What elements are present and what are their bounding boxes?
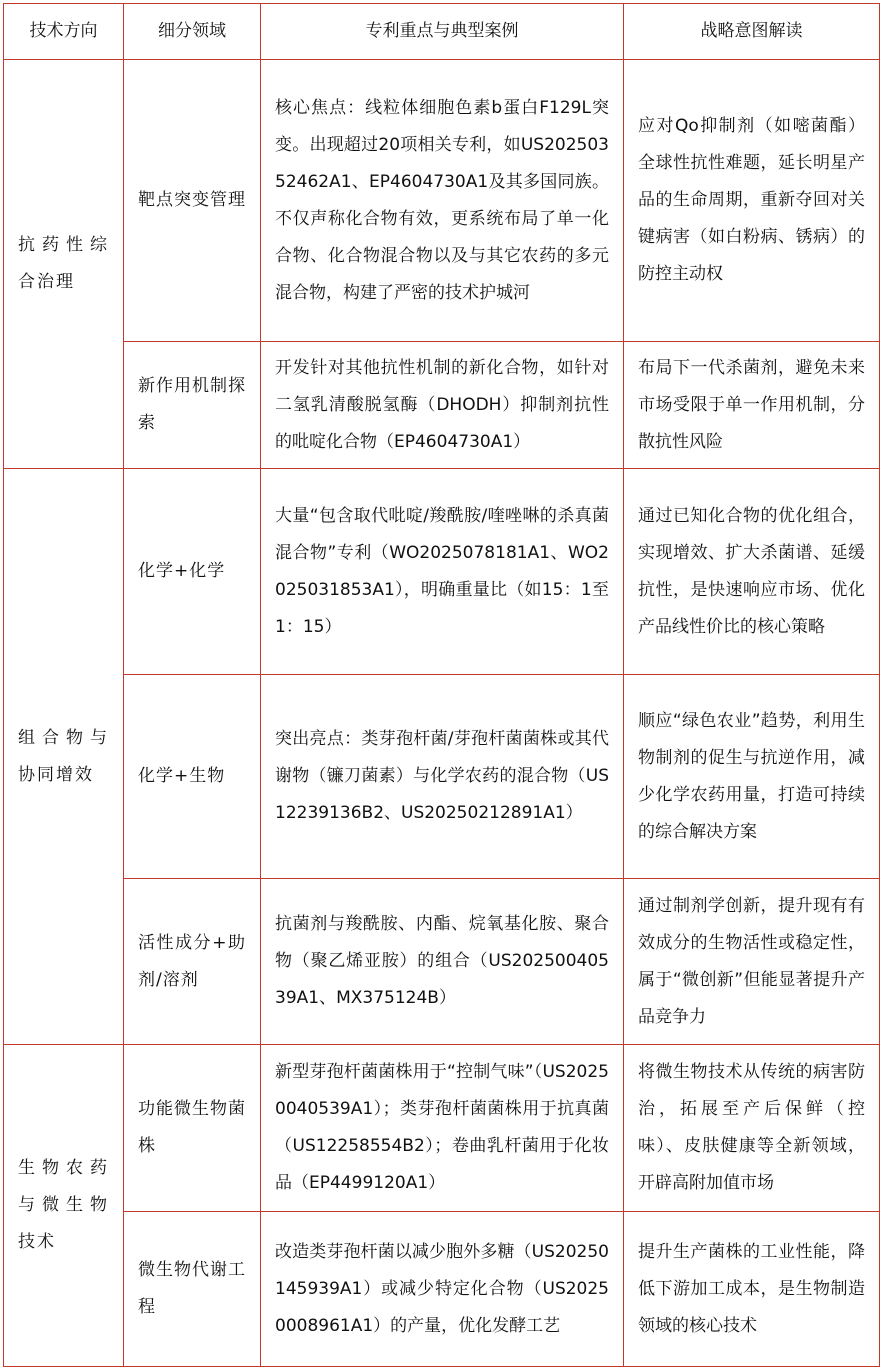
cases-cell: 抗菌剂与羧酰胺、内酯、烷氧基化胺、聚合物（聚乙烯亚胺）的组合（US20250040539A1、MX375124B）: [261, 879, 624, 1045]
intent-cell: 通过已知化合物的优化组合，实现增效、扩大杀菌谱、延缓抗性，是快速响应市场、优化产品线性价比的核心策略: [624, 469, 880, 675]
table-row: [4, 879, 880, 1045]
cases-cell: 大量“包含取代吡啶/羧酰胺/喹唑啉的杀真菌混合物”专利（WO2025078181A1、WO2025031853A1），明确重量比（如15：1至1：15）: [261, 469, 624, 675]
subfield-cell: 功能微生物菌株: [124, 1045, 261, 1212]
header-intent: 战略意图解读: [624, 4, 880, 60]
direction-cell: 生物农药与微生物技术: [4, 1045, 124, 1367]
subfield-cell: 靶点突变管理: [124, 60, 261, 342]
table-row: [4, 60, 880, 342]
subfield-cell: 活性成分+助剂/溶剂: [124, 879, 261, 1045]
intent-cell: 布局下一代杀菌剂，避免未来市场受限于单一作用机制，分散抗性风险: [624, 342, 880, 469]
header-direction: 技术方向: [4, 4, 124, 60]
table-row: [4, 342, 880, 469]
patent-strategy-table: [3, 3, 880, 1367]
header-row: [4, 4, 880, 60]
intent-cell: 通过制剂学创新，提升现有有效成分的生物活性或稳定性，属于“微创新”但能显著提升产品竞争力: [624, 879, 880, 1045]
cases-cell: 新型芽孢杆菌菌株用于“控制气味”（US20250040539A1）；类芽孢杆菌菌株用于抗真菌（US12258554B2）；卷曲乳杆菌用于化妆品（EP4499120A1）: [261, 1045, 624, 1212]
direction-cell: 抗药性综合治理: [4, 60, 124, 469]
direction-cell: 组合物与协同增效: [4, 469, 124, 1045]
intent-cell: 提升生产菌株的工业性能，降低下游加工成本，是生物制造领域的核心技术: [624, 1212, 880, 1367]
cases-cell: 开发针对其他抗性机制的新化合物，如针对二氢乳清酸脱氢酶（DHODH）抑制剂抗性的吡啶化合物（EP4604730A1）: [261, 342, 624, 469]
table-row: [4, 1212, 880, 1367]
intent-cell: 应对Qo抑制剂（如嘧菌酯）全球性抗性难题，延长明星产品的生命周期，重新夺回对关键病害（如白粉病、锈病）的防控主动权: [624, 60, 880, 342]
table-row: [4, 469, 880, 675]
subfield-cell: 化学+生物: [124, 675, 261, 879]
intent-cell: 顺应“绿色农业”趋势，利用生物制剂的促生与抗逆作用，减少化学农药用量，打造可持续的综合解决方案: [624, 675, 880, 879]
cases-cell: 突出亮点：类芽孢杆菌/芽孢杆菌菌株或其代谢物（镰刀菌素）与化学农药的混合物（US12239136B2、US20250212891A1）: [261, 675, 624, 879]
cases-cell: 核心焦点：线粒体细胞色素b蛋白F129L突变。出现超过20项相关专利，如US20250352462A1、EP4604730A1及其多国同族。不仅声称化合物有效，更系统布局了单一化合物、化合物混合物以及与其它农药的多元混合物，构建了严密的技术护城河: [261, 60, 624, 342]
table-row: [4, 1045, 880, 1212]
header-cases: 专利重点与典型案例: [261, 4, 624, 60]
subfield-cell: 化学+化学: [124, 469, 261, 675]
header-subfield: 细分领域: [124, 4, 261, 60]
intent-cell: 将微生物技术从传统的病害防治，拓展至产后保鲜（控味）、皮肤健康等全新领域，开辟高附加值市场: [624, 1045, 880, 1212]
cases-cell: 改造类芽孢杆菌以减少胞外多糖（US20250145939A1）或减少特定化合物（US20250008961A1）的产量，优化发酵工艺: [261, 1212, 624, 1367]
subfield-cell: 微生物代谢工程: [124, 1212, 261, 1367]
subfield-cell: 新作用机制探索: [124, 342, 261, 469]
table-row: [4, 675, 880, 879]
